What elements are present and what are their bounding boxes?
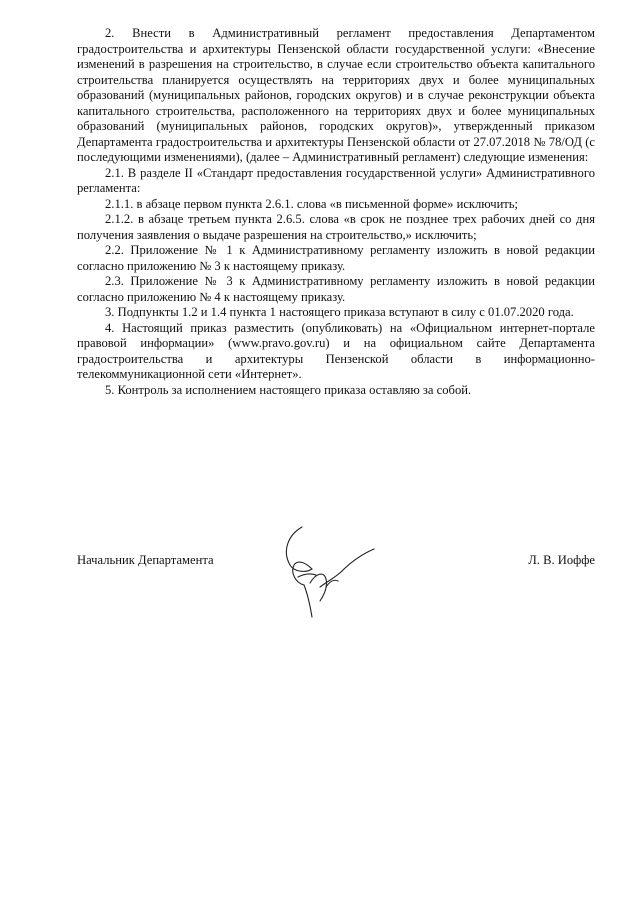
- signer-title: Начальник Департамента: [77, 553, 214, 567]
- paragraph-item-4: 4. Настоящий приказ разместить (опубликовать) на «Официальном интернет-портале правовой информации» (www.pravo.gov.ru) и на официальном сайте Департамента градостроительства и архитектуры Пензенской области в информационно-телекоммуникационной сети «Интернет».: [77, 320, 595, 381]
- handwritten-signature-icon: [280, 525, 390, 625]
- paragraph-item-2-1: 2.1. В разделе II «Стандарт предоставления государственной услуги» Административного регламента:: [77, 165, 595, 195]
- paragraph-item-2-1-2: 2.1.2. в абзаце третьем пункта 2.6.5. слова «в срок не позднее трех рабочих дней со дня получения заявления о выдаче разрешения на строительство,» исключить;: [77, 212, 595, 242]
- paragraph-item-2-2: 2.2. Приложение № 1 к Административному регламенту изложить в новой редакции согласно приложению № 3 к настоящему приказу.: [77, 243, 595, 273]
- paragraph-item-2-3: 2.3. Приложение № 3 к Административному регламенту изложить в новой редакции согласно приложению № 4 к настоящему приказу.: [77, 274, 595, 304]
- paragraph-item-5: 5. Контроль за исполнением настоящего приказа оставляю за собой.: [105, 382, 472, 397]
- paragraph-item-3: 3. Подпункты 1.2 и 1.4 пункта 1 настоящего приказа вступают в силу с 01.07.2020 года.: [105, 305, 574, 319]
- document-body: [77, 26, 595, 398]
- paragraph-item-2: 2. Внести в Административный регламент предоставления Департаментом градостроительства и архитектуры Пензенской области государственной услуги: «Внесение изменений в разрешения на строительство, в случае если строительство объекта капитального строительства планируется осуществлять на территориях двух и более муниципальных образований (муниципальных районов, городских округов) и в случае реконструкции объекта капитального строительства, расположенного на территориях двух и более муниципальных образований (муниципальных районов, городских округов)», утвержденный приказом Департамента градостроительства и архитектуры Пензенской области от 27.07.2018 № 78/ОД (с последующими изменениями), (далее – Административный регламент) следующие изменения:: [77, 26, 595, 164]
- signer-name: Л. В. Иоффе: [528, 553, 595, 567]
- paragraph-item-2-1-1: 2.1.1. в абзаце первом пункта 2.6.1. слова «в письменной форме» исключить;: [105, 196, 519, 211]
